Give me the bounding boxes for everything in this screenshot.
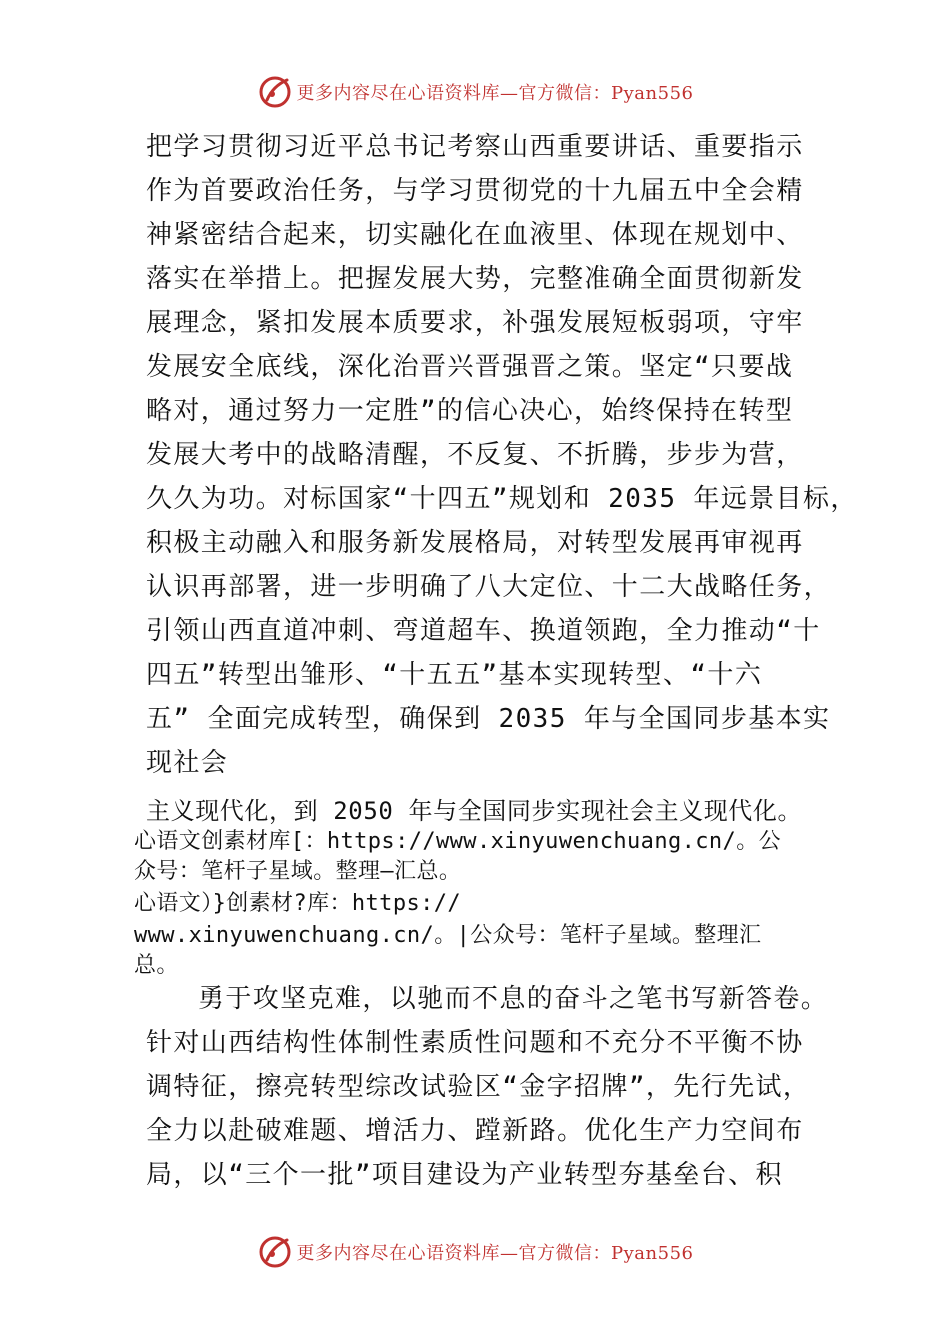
paragraph-2-line: 勇于攻坚克难，以驰而不息的奋斗之笔书写新答卷。 [198, 984, 829, 1014]
paragraph-2-line: 局，以“三个一批”项目建设为产业转型夯基垒台、积 [146, 1160, 783, 1190]
paragraph-1-line: 引领山西直道冲刺、弯道超车、换道领跑，全力推动“十 [146, 616, 821, 646]
paragraph-1-line: 展理念，紧扣发展本质要求，补强发展短板弱项，守牢 [146, 308, 804, 338]
paragraph-2-line: 调特征，擦亮转型综改试验区“金字招牌”，先行先试， [146, 1072, 811, 1102]
paragraph-1-line: 认识再部署，进一步明确了八大定位、十二大战略任务， [146, 572, 832, 602]
brush-logo-icon [257, 1234, 293, 1270]
paragraph-1-line: 作为首要政治任务，与学习贯彻党的十九届五中全会精 [146, 176, 804, 206]
note-line: 心语文创素材库[：https://www.xinyuwenchuang.cn/。公 [134, 829, 781, 854]
paragraph-1-line: 发展大考中的战略清醒，不反复、不折腾，步步为营， [146, 440, 804, 470]
paragraph-1-line: 积极主动融入和服务新发展格局，对转型发展再审视再 [146, 528, 804, 558]
note-line: 心语文）}创素材?库：https:// [134, 891, 462, 916]
continuation-line: 主义现代化，到 2050 年与全国同步实现社会主义现代化。 [146, 797, 803, 825]
paragraph-1-line: 神紧密结合起来，切实融化在血液里、体现在规划中、 [146, 220, 804, 250]
note-line: 众号：笔杆子星域。整理—汇总。 [134, 859, 462, 884]
note-line: www.xinyuwenchuang.cn/。|公众号：笔杆子星域。整理汇 [134, 923, 762, 948]
paragraph-1-line: 略对，通过努力一定胜”的信心决心，始终保持在转型 [146, 396, 794, 426]
paragraph-1-line: 把学习贯彻习近平总书记考察山西重要讲话、重要指示 [146, 132, 804, 162]
header-banner-text: 更多内容尽在心语资料库—官方微信：Pyan556 [296, 83, 694, 104]
paragraph-1-line: 四五”转型出雏形、“十五五”基本实现转型、“十六 [146, 660, 763, 690]
paragraph-1-line: 五” 全面完成转型，确保到 2035 年与全国同步基本实 [146, 704, 831, 734]
paragraph-1-line: 落实在举措上。把握发展大势，完整准确全面贯彻新发 [146, 264, 804, 294]
paragraph-2-line: 全力以赴破难题、增活力、蹚新路。优化生产力空间布 [146, 1116, 804, 1146]
footer-banner-text: 更多内容尽在心语资料库—官方微信：Pyan556 [296, 1243, 694, 1264]
footer-banner [0, 1232, 950, 1272]
note-line: 总。 [134, 953, 179, 978]
paragraph-1-line: 现社会 [146, 748, 229, 778]
paragraph-2-line: 针对山西结构性体制性素质性问题和不充分不平衡不协 [146, 1028, 804, 1058]
paragraph-1-line: 久久为功。对标国家“十四五”规划和 2035 年远景目标， [146, 484, 858, 514]
paragraph-1-line: 发展安全底线，深化治晋兴晋强晋之策。坚定“只要战 [146, 352, 794, 382]
